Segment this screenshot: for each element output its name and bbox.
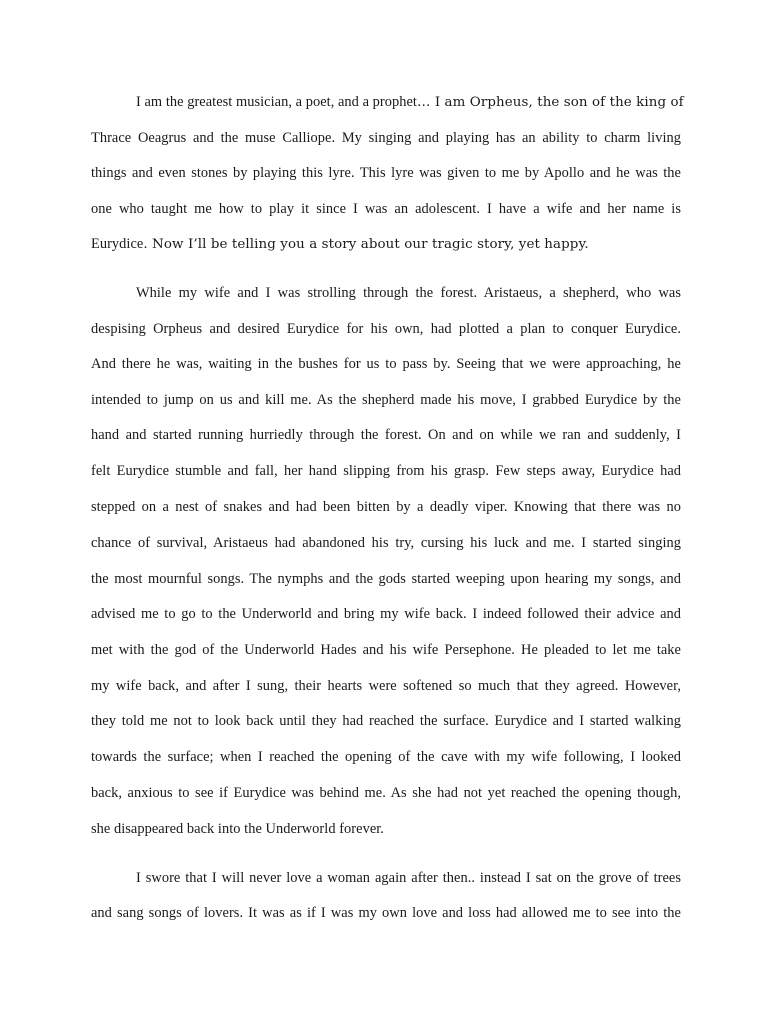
- paragraph-line: And there he was, waiting in the bushes for us to pass by. Seeing that we were approaching, he: [91, 356, 681, 372]
- paragraph-line: one who taught me how to play it since I was an adolescent. I have a wife and her name is: [91, 201, 681, 217]
- paragraph-line: towards the surface; when I reached the opening of the cave with my wife following, I looked: [91, 749, 681, 765]
- paragraph-line: my wife back, and after I sung, their hearts were softened so much that they agreed. However,: [91, 678, 681, 694]
- paragraph-line: While my wife and I was strolling through the forest. Aristaeus, a shepherd, who was: [136, 285, 681, 301]
- paragraph-line: [136, 90, 684, 114]
- paragraph-line: stepped on a nest of snakes and had been bitten by a deadly viper. Knowing that there was no: [91, 499, 681, 515]
- text-segment: I am the greatest musician, a poet, and a prophet: [136, 94, 417, 110]
- paragraph-line: Thrace Oeagrus and the muse Calliope. My singing and playing has an ability to charm living: [91, 130, 681, 146]
- paragraph-line: intended to jump on us and kill me. As the shepherd made his move, I grabbed Eurydice by the: [91, 392, 681, 408]
- paragraph-line: met with the god of the Underworld Hades and his wife Persephone. He pleaded to let me take: [91, 642, 681, 658]
- text-segment: Eurydice: [91, 236, 144, 252]
- text-segment: . Now I’ll be telling you a story about our tragic story, yet happy.: [143, 237, 589, 252]
- paragraph-line: chance of survival, Aristaeus had abandoned his try, cursing his luck and me. I started singing: [91, 535, 681, 551]
- paragraph-line: things and even stones by playing this lyre. This lyre was given to me by Apollo and he was the: [91, 165, 681, 181]
- paragraph-line: hand and started running hurriedly through the forest. On and on while we ran and suddenly, I: [91, 427, 681, 443]
- paragraph-line: despising Orpheus and desired Eurydice for his own, had plotted a plan to conquer Eurydice.: [91, 321, 681, 337]
- paragraph-line: I swore that I will never love a woman again after then.. instead I sat on the grove of trees: [136, 870, 681, 886]
- paragraph-line: and sang songs of lovers. It was as if I was my own love and loss had allowed me to see into the: [91, 905, 681, 921]
- paragraph-line: advised me to go to the Underworld and bring my wife back. I indeed followed their advice and: [91, 606, 681, 622]
- paragraph-line: the most mournful songs. The nymphs and the gods started weeping upon hearing my songs, and: [91, 571, 681, 587]
- paragraph-line: she disappeared back into the Underworld forever.: [91, 821, 384, 837]
- paragraph-line: felt Eurydice stumble and fall, her hand slipping from his grasp. Few steps away, Eurydice had: [91, 463, 681, 479]
- paragraph-line: [91, 232, 681, 256]
- paragraph-line: back, anxious to see if Eurydice was behind me. As she had not yet reached the opening though,: [91, 785, 681, 801]
- text-segment: … I am Orpheus, the son of the king of: [416, 95, 684, 110]
- paragraph-line: they told me not to look back until they had reached the surface. Eurydice and I started walking: [91, 713, 681, 729]
